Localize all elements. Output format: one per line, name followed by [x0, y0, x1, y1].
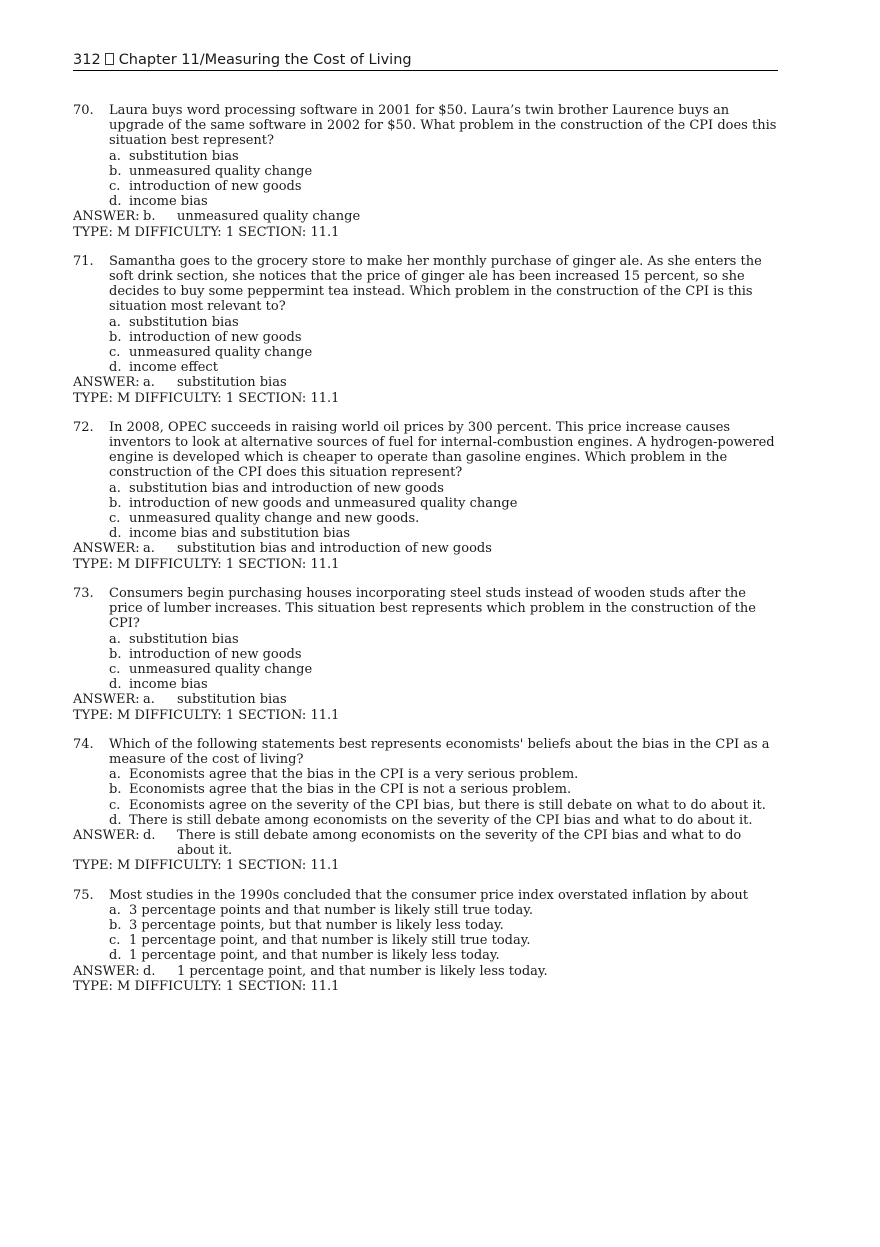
option-list	[109, 903, 778, 964]
option-text: introduction of new goods and unmeasured quality change	[129, 495, 518, 511]
option-list	[109, 481, 778, 542]
option-text: unmeasured quality change	[129, 661, 313, 677]
option-letter: d.	[109, 360, 122, 376]
option-letter: d.	[109, 194, 122, 210]
option-text: substitution bias	[129, 631, 239, 647]
question-number: 73.	[73, 585, 94, 601]
question-text: Laura buys word processing software in 2001 for $50. Laura’s twin brother Laurence buys an upgrade of the same software in 2002 for $50. What problem in the construction of the CPI does this situation best represent?	[109, 103, 777, 149]
option-letter: d.	[109, 677, 122, 693]
option-letter: c.	[109, 345, 121, 361]
option-text: substitution bias	[129, 148, 239, 164]
option-item	[109, 948, 778, 963]
option-letter: a.	[109, 148, 121, 164]
option-text: 3 percentage points, but that number is likely less today.	[129, 917, 504, 933]
question-number: 75.	[73, 887, 94, 903]
option-text: unmeasured quality change	[129, 163, 313, 179]
answer-label: ANSWER:	[73, 963, 140, 979]
page-number: 312	[73, 52, 101, 68]
answer-label: ANSWER:	[73, 692, 140, 708]
question-text: Most studies in the 1990s concluded that the consumer price index overstated inflation by about	[109, 887, 749, 903]
option-text: substitution bias	[129, 314, 239, 330]
option-text: Economists agree on the severity of the CPI bias, but there is still debate on what to do about it.	[129, 797, 766, 813]
answer-text: 1 percentage point, and that number is likely less today.	[177, 963, 548, 979]
type-line: TYPE: M DIFFICULTY: 1 SECTION: 11.1	[73, 390, 340, 406]
question-text: Samantha goes to the grocery store to make her monthly purchase of ginger ale. As she enters the soft drink section, she notices that the price of ginger ale has been increased 15 percent, so she decides to buy some peppermint tea instead. Which problem in the construction of the CPI is this situation most relevant to?	[109, 253, 762, 315]
chapter-title: Chapter 11/Measuring the Cost of Living	[118, 52, 412, 68]
answer-line	[73, 541, 778, 556]
answer-letter: a.	[143, 375, 155, 391]
question-75	[73, 888, 778, 994]
question-number: 74.	[73, 736, 94, 752]
option-item	[109, 526, 778, 541]
question-number: 72.	[73, 419, 94, 435]
answer-line	[73, 692, 778, 707]
option-letter: b.	[109, 329, 122, 345]
option-letter: b.	[109, 917, 122, 933]
answer-label: ANSWER:	[73, 827, 140, 843]
option-letter: b.	[109, 495, 122, 511]
option-text: income bias	[129, 194, 208, 210]
option-item	[109, 933, 778, 948]
option-letter: b.	[109, 646, 122, 662]
option-item	[109, 496, 778, 511]
question-list	[73, 103, 778, 1008]
answer-letter: d.	[143, 827, 156, 843]
answer-text: substitution bias	[177, 375, 287, 391]
question-72	[73, 420, 778, 572]
answer-text: substitution bias and introduction of new goods	[177, 541, 492, 557]
question-74	[73, 737, 778, 874]
option-text: Economists agree that the bias in the CPI is not a serious problem.	[129, 782, 572, 798]
option-item	[109, 767, 778, 782]
question-70	[73, 103, 778, 240]
option-item	[109, 782, 778, 797]
missing-glyph-icon	[105, 53, 114, 65]
answer-line	[73, 964, 778, 979]
option-letter: c.	[109, 797, 121, 813]
option-item	[109, 677, 778, 692]
option-letter: c.	[109, 933, 121, 949]
option-text: substitution bias and introduction of new goods	[129, 480, 444, 496]
option-letter: d.	[109, 526, 122, 542]
question-text: In 2008, OPEC succeeds in raising world oil prices by 300 percent. This price increase causes inventors to look at alternative sources of fuel for internal-combustion engines. A hydrogen-powered engine is developed which is cheaper to operate than gasoline engines. Which problem in the construction of the CPI does this situation represent?	[109, 419, 775, 481]
question-71	[73, 254, 778, 406]
option-item	[109, 360, 778, 375]
option-letter: d.	[109, 948, 122, 964]
question-73	[73, 586, 778, 723]
option-item	[109, 511, 778, 526]
option-item	[109, 647, 778, 662]
option-text: income effect	[129, 360, 218, 376]
option-text: unmeasured quality change and new goods.	[129, 511, 420, 527]
option-text: introduction of new goods	[129, 329, 302, 345]
option-item	[109, 315, 778, 330]
option-text: Economists agree that the bias in the CPI is a very serious problem.	[129, 767, 579, 783]
type-line: TYPE: M DIFFICULTY: 1 SECTION: 11.1	[73, 858, 340, 874]
option-list	[109, 315, 778, 376]
answer-text: substitution bias	[177, 692, 287, 708]
answer-line	[73, 828, 778, 858]
option-text: 1 percentage point, and that number is likely less today.	[129, 948, 500, 964]
option-item	[109, 194, 778, 209]
option-letter: a.	[109, 767, 121, 783]
option-letter: c.	[109, 511, 121, 527]
option-item	[109, 632, 778, 647]
question-number: 70.	[73, 103, 94, 118]
option-list	[109, 767, 778, 828]
option-text: 3 percentage points and that number is likely still true today.	[129, 902, 534, 918]
type-line: TYPE: M DIFFICULTY: 1 SECTION: 11.1	[73, 224, 340, 240]
answer-letter: a.	[143, 692, 155, 708]
option-item	[109, 164, 778, 179]
answer-letter: b.	[143, 209, 156, 225]
option-letter: a.	[109, 902, 121, 918]
option-item	[109, 903, 778, 918]
option-item	[109, 481, 778, 496]
option-item	[109, 179, 778, 194]
option-letter: a.	[109, 480, 121, 496]
option-text: unmeasured quality change	[129, 345, 313, 361]
option-letter: d.	[109, 812, 122, 828]
option-text: introduction of new goods	[129, 179, 302, 195]
type-line: TYPE: M DIFFICULTY: 1 SECTION: 11.1	[73, 556, 340, 572]
answer-line	[73, 209, 778, 224]
question-number: 71.	[73, 253, 94, 269]
option-list	[109, 149, 778, 210]
answer-label: ANSWER:	[73, 209, 140, 225]
option-text: There is still debate among economists on the severity of the CPI bias and what to do about it.	[129, 812, 753, 828]
option-item	[109, 149, 778, 164]
page-header	[73, 51, 778, 71]
answer-label: ANSWER:	[73, 541, 140, 557]
option-item	[109, 330, 778, 345]
answer-text: unmeasured quality change	[177, 209, 361, 225]
option-letter: c.	[109, 179, 121, 195]
option-item	[109, 813, 778, 828]
type-line: TYPE: M DIFFICULTY: 1 SECTION: 11.1	[73, 978, 340, 994]
question-text: Which of the following statements best represents economists' beliefs about the bias in the CPI as a measure of the cost of living?	[109, 736, 770, 767]
option-item	[109, 798, 778, 813]
type-line: TYPE: M DIFFICULTY: 1 SECTION: 11.1	[73, 707, 340, 723]
answer-label: ANSWER:	[73, 375, 140, 391]
answer-text: There is still debate among economists on the severity of the CPI bias and what to do about it.	[177, 827, 742, 859]
option-item	[109, 918, 778, 933]
answer-letter: a.	[143, 541, 155, 557]
answer-line	[73, 375, 778, 390]
option-letter: a.	[109, 631, 121, 647]
question-text: Consumers begin purchasing houses incorporating steel studs instead of wooden studs after the price of lumber increases. This situation best represents which problem in the construction of the CPI?	[109, 585, 756, 632]
answer-letter: d.	[143, 963, 156, 979]
option-list	[109, 632, 778, 693]
option-text: income bias and substitution bias	[129, 526, 351, 542]
option-letter: b.	[109, 163, 122, 179]
option-text: introduction of new goods	[129, 646, 302, 662]
option-item	[109, 345, 778, 360]
option-text: 1 percentage point, and that number is likely still true today.	[129, 933, 531, 949]
option-text: income bias	[129, 677, 208, 693]
option-item	[109, 662, 778, 677]
option-letter: c.	[109, 661, 121, 677]
option-letter: a.	[109, 314, 121, 330]
option-letter: b.	[109, 782, 122, 798]
